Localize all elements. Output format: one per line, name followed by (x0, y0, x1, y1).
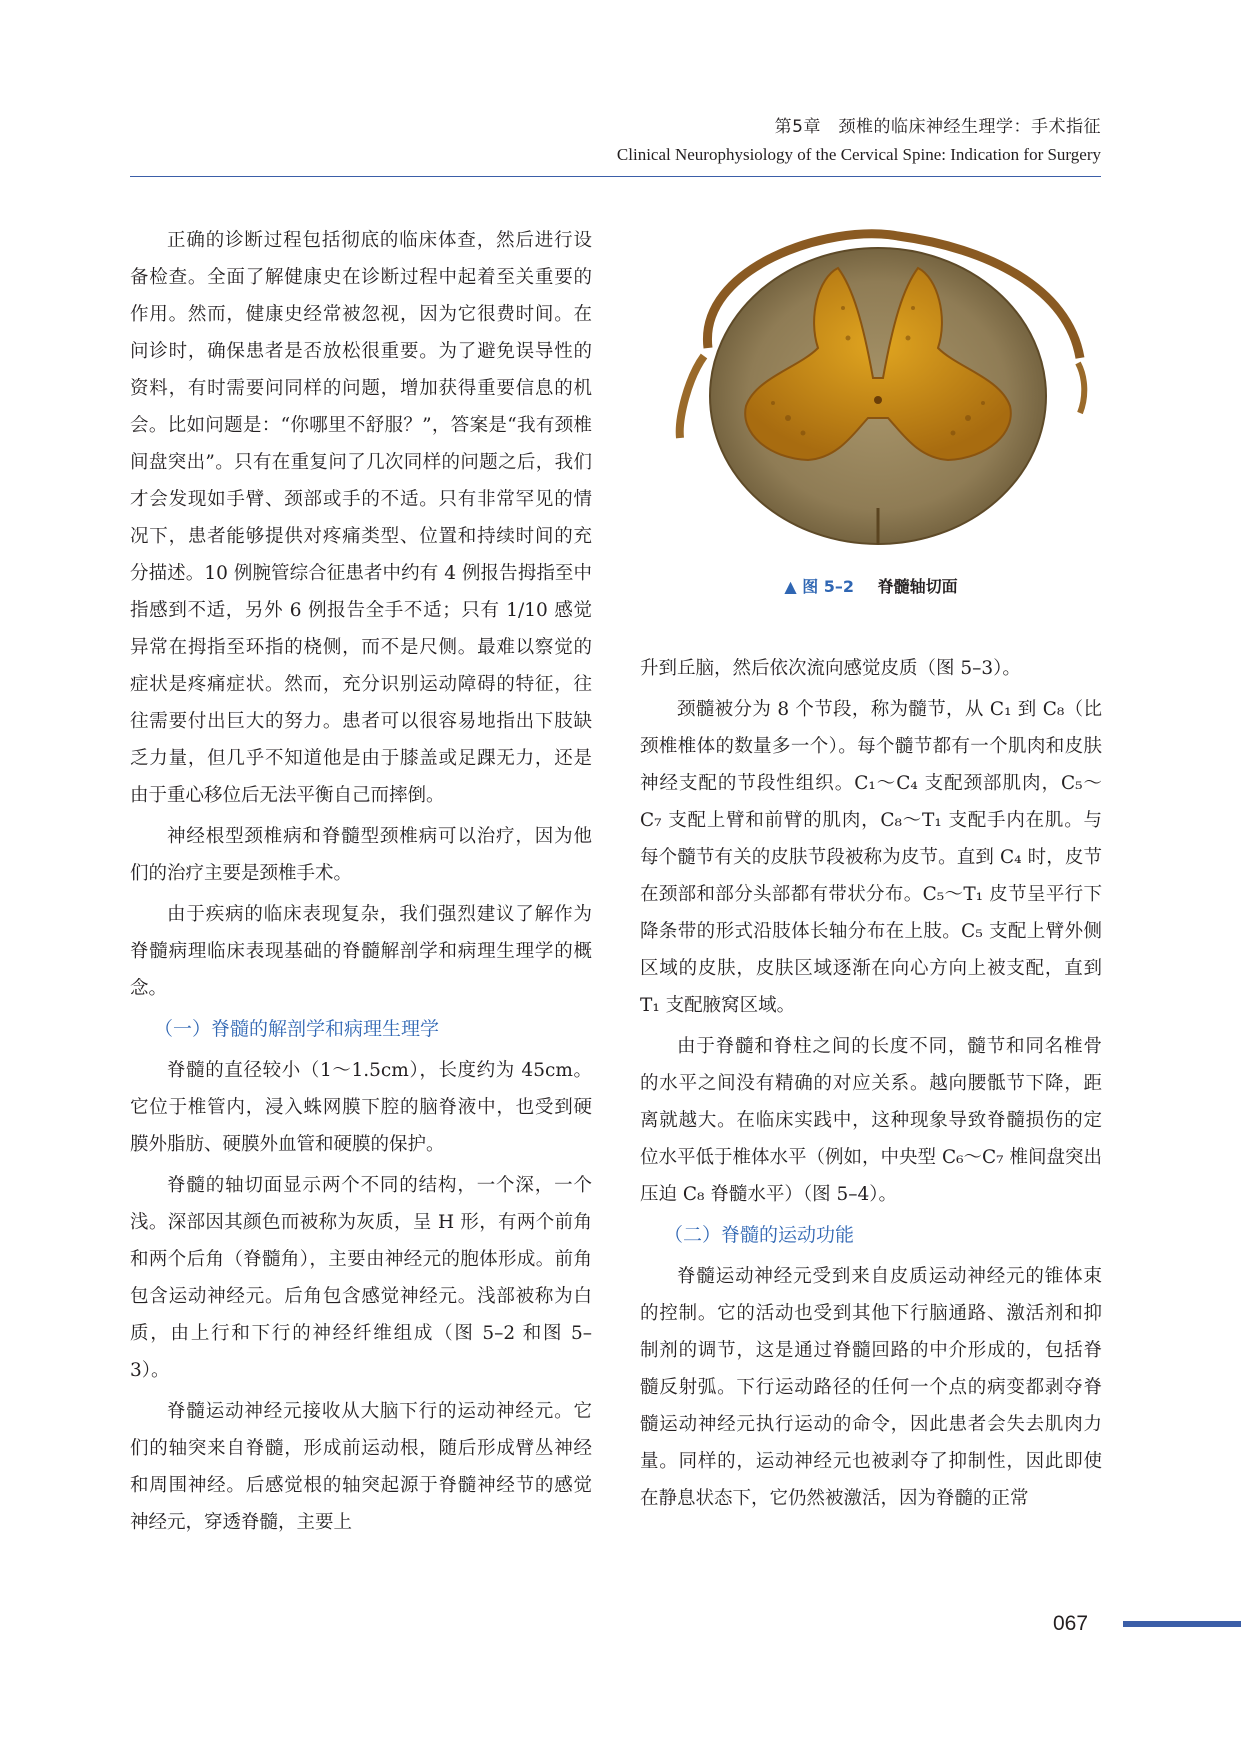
paragraph: 颈髓被分为 8 个节段，称为髓节，从 C₁ 到 C₈（比颈椎椎体的数量多一个）。每个髓节都有一个肌肉和皮肤神经支配的节段性组织。C₁～C₄ 支配颈部肌肉，C₅～C₇ 支配上臂和前臂的肌肉，C₈～T₁ 支配手内在肌。与每个髓节有关的皮肤节段被称为皮节。直到 C₄ 时，皮节在颈部和部分头部都有带状分布。C₅～T₁ 皮节呈平行下降条带的形式沿肢体长轴分布在上肢。C₅ 支配上臂外侧区域的皮肤，皮肤区域逐渐在向心方向上被支配，直到 T₁ 支配腋窝区域。 (640, 699, 1102, 1016)
section-heading: （二）脊髓的运动功能 (664, 1224, 855, 1246)
figure-caption (640, 574, 1102, 597)
page-number: 067 (1053, 1612, 1089, 1635)
paragraph: 由于脊髓和脊柱之间的长度不同，髓节和同名椎骨的水平之间没有精确的对应关系。越向腰骶节下降，距离就越大。在临床实践中，这种现象导致脊髓损伤的定位水平低于椎体水平（例如，中央型 C₆～C₇ 椎间盘突出压迫 C₈ 脊髓水平）（图 5–4）。 (640, 1036, 1102, 1205)
paragraph: 正确的诊断过程包括彻底的临床体查，然后进行设备检查。全面了解健康史在诊断过程中起着至关重要的作用。然而，健康史经常被忽视，因为它很费时间。在问诊时，确保患者是否放松很重要。为了避免误导性的资料，有时需要问同样的问题，增加获得重要信息的机会。比如问题是：“你哪里不舒服？”，答案是“我有颈椎间盘突出”。只有在重复问了几次同样的问题之后，我们才会发现如手臂、颈部或手的不适。只有非常罕见的情况下，患者能够提供对疼痛类型、位置和持续时间的充分描述。10 例腕管综合征患者中约有 4 例报告拇指至中指感到不适，另外 6 例报告全手不适；只有 1/10 感觉异常在拇指至环指的桡侧，而不是尺侧。最难以察觉的症状是疼痛症状。然而，充分识别运动障碍的特征，往往需要付出巨大的努力。患者可以很容易地指出下肢缺乏力量，但几乎不知道他是由于膝盖或足踝无力，还是由于重心移位后无法平衡自己而摔倒。 (130, 230, 592, 806)
chapter-title-zh: 第5章 颈椎的临床神经生理学：手术指征 (774, 117, 1101, 137)
header-divider (130, 176, 1101, 177)
paragraph: 升到丘脑，然后依次流向感觉皮质（图 5–3）。 (640, 658, 1021, 679)
spinal-cord-cross-section-image (668, 228, 1088, 558)
left-column (130, 222, 592, 1545)
paragraph: 脊髓的轴切面显示两个不同的结构，一个深，一个浅。深部因其颜色而被称为灰质，呈 H 形，有两个前角和两个后角（脊髓角），主要由神经元的胞体形成。前角包含运动神经元。后角包含感觉神经元。浅部被称为白质，由上行和下行的神经纤维组成（图 5–2 和图 5–3）。 (130, 1175, 592, 1381)
figure-caption-text: 脊髓轴切面 (877, 577, 958, 596)
figure-number: 图 5–2 (802, 577, 855, 596)
section-heading: （一）脊髓的解剖学和病理生理学 (154, 1018, 440, 1040)
chapter-title-en: Clinical Neurophysiology of the Cervical Spine: Indication for Surgery (616, 145, 1101, 164)
paragraph: 由于疾病的临床表现复杂，我们强烈建议了解作为脊髓病理临床表现基础的脊髓解剖学和病理生理学的概念。 (130, 904, 592, 999)
paragraph: 脊髓的直径较小（1～1.5cm），长度约为 45cm。它位于椎管内，浸入蛛网膜下腔的脑脊液中，也受到硬膜外脂肪、硬膜外血管和硬膜的保护。 (130, 1060, 592, 1155)
paragraph: 脊髓运动神经元接收从大脑下行的运动神经元。它们的轴突来自脊髓，形成前运动根，随后形成臂丛神经和周围神经。后感觉根的轴突起源于脊髓神经节的感觉神经元，穿透脊髓，主要上 (130, 1401, 592, 1533)
right-column (640, 650, 1102, 1521)
paragraph: 脊髓运动神经元受到来自皮质运动神经元的锥体束的控制。它的活动也受到其他下行脑通路、激活剂和抑制剂的调节，这是通过脊髓回路的中介形成的，包括脊髓反射弧。下行运动路径的任何一个点的病变都剥夺脊髓运动神经元执行运动的命令，因此患者会失去肌肉力量。同样的，运动神经元也被剥夺了抑制性，因此即使在静息状态下，它仍然被激活，因为脊髓的正常 (640, 1266, 1102, 1509)
running-header (130, 112, 1101, 165)
page-number-bar (1123, 1621, 1241, 1627)
triangle-icon: ▲ (784, 577, 797, 596)
paragraph: 神经根型颈椎病和脊髓型颈椎病可以治疗，因为他们的治疗主要是颈椎手术。 (130, 826, 592, 884)
